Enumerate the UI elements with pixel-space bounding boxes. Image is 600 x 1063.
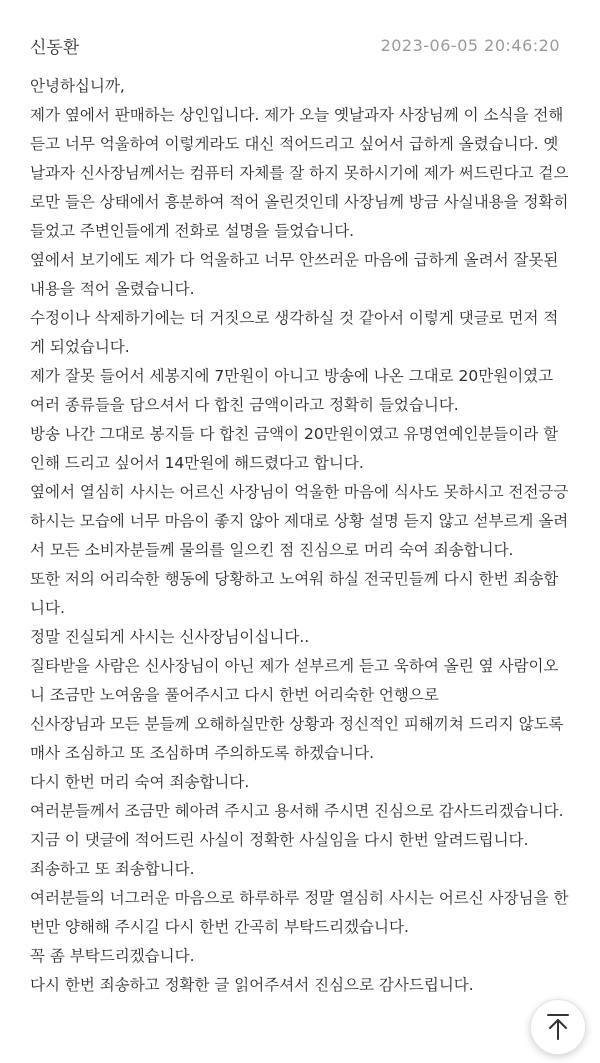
comment-paragraph: 옆에서 열심히 사시는 어르신 사장님이 억울한 마음에 식사도 못하시고 전전긍긍 하시는 모습에 너무 마음이 좋지 않아 제대로 상황 설명 듣지 않고 섣부르게 올려서 모든 소비자분들께 물의를 일으킨 점 진심으로 머리 숙여 죄송합니다. — [30, 483, 569, 559]
comment-paragraph: 신사장님과 모든 분들께 오해하실만한 상황과 정신적인 피해끼쳐 드리지 않도록 매사 조심하고 또 조심하며 주의하도록 하겠습니다. — [30, 715, 564, 762]
comment-paragraph: 여러분들의 너그러운 마음으로 하루하루 정말 열심히 사시는 어르신 사장님을 한번만 양해해 주시길 다시 한번 간곡히 부탁드리겠습니다. — [30, 889, 569, 936]
comment-timestamp: 2023-06-05 20:46:20 — [380, 35, 560, 55]
comment-paragraph: 다시 한번 죄송하고 정확한 글 읽어주셔서 진심으로 감사드립니다. — [30, 976, 474, 994]
comment-author: 신동환 — [30, 37, 80, 58]
comment-paragraph: 정말 진실되게 사시는 신사장님이십니다.. — [30, 628, 310, 646]
comment-paragraph: 지금 이 댓글에 적어드린 사실이 정확한 사실임을 다시 한번 알려드립니다. — [30, 831, 529, 849]
comment-paragraph: 다시 한번 머리 숙여 죄송합니다. — [30, 773, 250, 791]
comment-paragraph: 여러분들께서 조금만 헤아려 주시고 용서해 주시면 진심으로 감사드리겠습니다. — [30, 802, 564, 820]
comment-body — [30, 72, 572, 1000]
comment-paragraph: 제가 옆에서 판매하는 상인입니다. 제가 오늘 옛날과자 사장님께 이 소식을 전해듣고 너무 억울하여 이렇게라도 대신 적어드리고 싶어서 급하게 올렸습니다. 옛날과자 신사장님께서는 컴퓨터 자체를 잘 하지 못하시기에 제가 써드린다고 겉으로만 들은 상태에서 흥분하여 적어 올린것인데 사장님께 방금 사실내용을 정확히 들었고 주변인들에게 전화로 설명을 들었습니다. — [30, 106, 569, 240]
comment-paragraph: 제가 잘못 들어서 세봉지에 7만원이 아니고 방송에 나온 그대로 20만원이였고 여러 종류들을 담으셔서 다 합친 금액이라고 정확히 들었습니다. — [30, 367, 554, 414]
comment-paragraph: 꼭 좀 부탁드리겠습니다. — [30, 947, 195, 965]
comment-paragraph: 질타받을 사람은 신사장님이 아닌 제가 섣부르게 듣고 욱하여 올린 옆 사람이오니 조금만 노여움을 풀어주시고 다시 한번 어리숙한 언행으로 — [30, 657, 559, 704]
comment-paragraph: 옆에서 보기에도 제가 다 억울하고 너무 안쓰러운 마음에 급하게 올려서 잘못된 내용을 적어 올렸습니다. — [30, 251, 559, 298]
comment-paragraph: 방송 나간 그대로 봉지들 다 합친 금액이 20만원이였고 유명연예인분들이라 할인해 드리고 싶어서 14만원에 해드렸다고 합니다. — [30, 425, 559, 472]
comment-paragraph: 안녕하십니까, — [30, 77, 125, 95]
comment-header — [30, 30, 560, 60]
comment-paragraph: 수정이나 삭제하기에는 더 거짓으로 생각하실 것 같아서 이렇게 댓글로 먼저 적게 되었습니다. — [30, 309, 559, 356]
arrow-up-icon — [545, 1013, 571, 1041]
comment-paragraph: 죄송하고 또 죄송합니다. — [30, 860, 195, 878]
comment-paragraph: 또한 저의 어리숙한 행동에 당황하고 노여워 하실 전국민들께 다시 한번 죄송합니다. — [30, 570, 559, 617]
scroll-to-top-button[interactable] — [530, 999, 586, 1055]
